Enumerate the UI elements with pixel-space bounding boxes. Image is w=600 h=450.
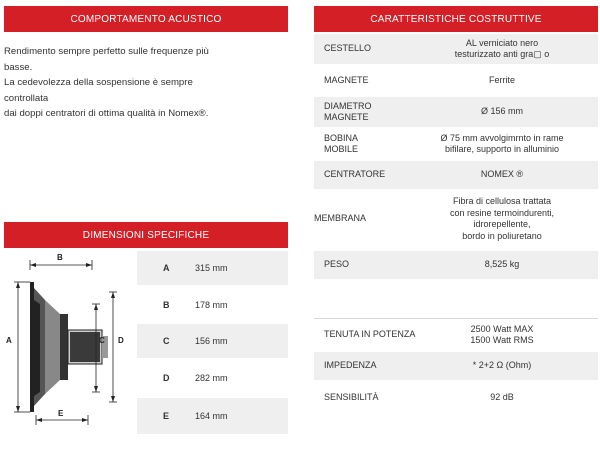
acoustic-paragraph-1 <box>4 44 222 75</box>
diagram-label-a: A <box>6 336 12 345</box>
acoustic-p1-line1: Rendimento sempre perfetto sulle frequenze più <box>4 46 209 57</box>
dimension-row-e <box>137 398 288 434</box>
spec-label: MEMBRANA <box>314 213 367 224</box>
spec-label: SENSIBILITÀ <box>324 392 379 403</box>
acoustic-p2-line2: dai doppi centratori di ottima qualità in Nomex®. <box>4 108 209 119</box>
spec-value: Ø 156 mm <box>480 106 523 117</box>
spec-row-diametro-magnete <box>314 97 598 127</box>
spec-label: CENTRATORE <box>324 169 386 180</box>
spec-label-line: BOBINA <box>324 132 359 143</box>
acoustic-header <box>4 6 288 32</box>
specs-header <box>314 6 598 32</box>
spec-value: Ferrite <box>488 75 515 86</box>
dimension-row-d <box>137 361 288 395</box>
dimension-letter: B <box>163 300 170 310</box>
dimension-letter: E <box>163 411 170 421</box>
spec-value-line: idrorepellente, <box>473 219 531 229</box>
spec-row-bobina-mobile <box>314 129 598 159</box>
spec-label: TENUTA IN POTENZA <box>324 329 416 340</box>
dimension-value: 178 mm <box>195 300 228 310</box>
spec-row-sensibilita <box>314 384 598 412</box>
diagram-label-c: C <box>99 336 105 345</box>
spec-label <box>314 133 414 156</box>
spec-value-line: 2500 Watt MAX <box>470 323 534 334</box>
acoustic-p1-line2: basse. <box>4 61 33 73</box>
spec-value: NOMEX ® <box>480 169 524 180</box>
spec-label: CESTELLO <box>324 43 372 54</box>
spec-divider <box>314 318 598 319</box>
spec-row-cestello <box>314 34 598 64</box>
spec-value-line: Fibra di cellulosa trattata <box>452 196 552 206</box>
dimensions-header-label: DIMENSIONI SPECIFICHE <box>82 229 210 241</box>
spec-value <box>434 324 598 347</box>
dimension-value: 282 mm <box>195 373 228 383</box>
spec-value <box>414 196 598 242</box>
spec-value: 92 dB <box>490 392 514 403</box>
acoustic-p2-line1: La cedevolezza della sospensione è sempre controllata <box>4 77 193 104</box>
spec-value-line: testurizzato anti gra▢ o <box>454 49 550 59</box>
spec-value-line: AL verniciato nero <box>465 37 539 48</box>
spec-value-line: con resine termoindurenti, <box>449 207 555 218</box>
spec-label-line: DIAMETRO <box>324 100 372 111</box>
spec-row-peso <box>314 251 598 279</box>
diagram-label-d: D <box>118 336 124 345</box>
dimension-letter: D <box>163 373 170 383</box>
spec-label-line: MOBILE <box>324 144 359 154</box>
spec-label: PESO <box>324 259 350 270</box>
dimension-letter: C <box>163 336 170 346</box>
dimension-row-c <box>137 324 288 358</box>
spec-row-impedenza <box>314 352 598 380</box>
dimension-row-a <box>137 251 288 285</box>
diagram-label-b: B <box>57 253 63 262</box>
spec-label-line: MAGNETE <box>324 112 369 122</box>
spec-row-centratore <box>314 161 598 189</box>
dimension-value: 315 mm <box>195 263 228 273</box>
acoustic-paragraph-2 <box>4 75 222 122</box>
dimension-letter: A <box>163 263 170 273</box>
spec-value-line: Ø 75 mm avvolgimrnto in rame <box>440 132 564 143</box>
spec-label <box>314 101 414 124</box>
dimension-row-b <box>137 288 288 322</box>
spec-value-line: 1500 Watt RMS <box>470 335 534 345</box>
spec-value: * 2+2 Ω (Ohm) <box>472 360 532 371</box>
acoustic-description <box>4 44 222 122</box>
specs-header-label: CARATTERISTICHE COSTRUTTIVE <box>370 13 542 25</box>
dimension-value: 164 mm <box>195 411 228 421</box>
acoustic-header-label: COMPORTAMENTO ACUSTICO <box>70 13 222 25</box>
spec-row-tenuta-potenza <box>314 320 598 350</box>
spec-value-line: bordo in poliuretano <box>462 230 542 241</box>
diagram-label-e: E <box>58 409 64 418</box>
spec-value <box>414 133 598 156</box>
spec-value: 8,525 kg <box>484 259 520 270</box>
dimension-value: 156 mm <box>195 336 228 346</box>
speaker-dimension-diagram <box>0 248 136 438</box>
spec-value-line: bifilare, supporto in alluminio <box>444 144 560 154</box>
spec-row-membrana <box>314 191 598 247</box>
spec-label: MAGNETE <box>324 75 369 86</box>
spec-value <box>414 38 598 61</box>
spec-row-magnete <box>314 68 598 94</box>
spec-label: IMPEDENZA <box>324 360 377 371</box>
dimensions-header <box>4 222 288 248</box>
